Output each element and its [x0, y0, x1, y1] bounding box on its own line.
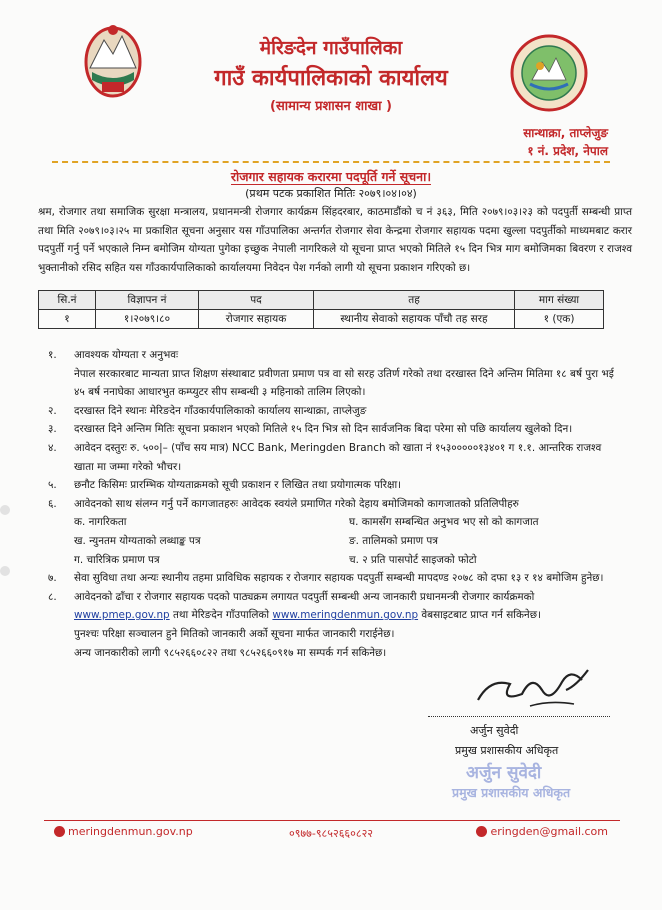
stamp-name: अर्जुन सुवेदी	[466, 763, 542, 783]
list-item: ४. आवेदन दस्तुरः रु. ५००|– (पाँच सय मात्र) NCC Bank, Meringden Branch को खाता नं १५३०००००१३४०१ ग १.१. आन्तरिक राजश्व खाता मा जम्मा गरेको भौचर।	[48, 441, 602, 473]
requirements-list	[48, 346, 624, 662]
notice-title: रोजगार सहायक करारमा पदपूर्ति गर्ने सूचना।	[230, 169, 432, 184]
vacancy-table	[38, 290, 604, 329]
punch-hole	[0, 566, 10, 576]
published-date: (प्रथम पटक प्रकाशित मितिः २०७९।०४।०४)	[245, 187, 417, 200]
table-header-row	[39, 291, 604, 310]
signatory-name: अर्जुन सुवेदी	[470, 724, 519, 737]
list-item: ५. छनौट किसिमः प्रारम्भिक योग्यताक्रमको सूची प्रकाशन र लिखित तथा प्रयोगात्मक परिक्षा।	[48, 479, 402, 492]
pmep-link[interactable]: www.pmep.gov.np	[74, 609, 170, 622]
header-divider	[52, 161, 610, 163]
cell-demand: १ (एक)	[515, 310, 604, 329]
list-item: १. आवश्यक योग्यता र अनुभवः	[48, 349, 179, 361]
footer-divider	[44, 820, 620, 821]
list-item: नेपाल सरकारबाट मान्यता प्राप्त शिक्षण संस्थाबाट प्रवीणता प्रमाण पत्र वा सो सरह उतिर्ण गरेको तथा दरखास्त दिने अन्तिम मितिमा १८ बर्ष पुरा भई ४५ बर्ष ननाघेका आधारभुत कम्प्युटर सीप सम्बन्धी ३ महिनाको तालिम लिएको।	[74, 367, 614, 399]
doc-row: क. नागरिकता घ. कामसँग सम्बन्धित अनुभव भए सो को कागजात	[74, 516, 539, 529]
municipality-name: मेरिङदेन गाउँपालिका	[259, 37, 403, 59]
section-name: (सामान्य प्रशासन शाखा )	[270, 99, 392, 114]
office-province: १ नं. प्रदेश, नेपाल	[527, 144, 608, 158]
list-item: ६. आवेदनको साथ संलग्न गर्नु पर्ने कागजातहरुः आवेदक स्वयंले प्रमाणित गरेको देहाय बमोजिमको कागजातको प्रतिलिपीहरु	[48, 497, 519, 510]
office-name: गाउँ कार्यपालिकाको कार्यालय	[214, 66, 448, 91]
stamp-title: प्रमुख प्रशासकीय अधिकृत	[452, 785, 571, 800]
cell-ad-number: १।२०७९।८०	[96, 310, 199, 329]
list-item: २. दरखास्त दिने स्थानः मेरिङदेन गाँउकार्यपालिकाको कार्यालय सान्थाक्रा, ताप्लेजुङ	[48, 404, 367, 417]
punch-hole	[0, 505, 10, 515]
notice-intro: श्रम, रोजगार तथा समाजिक सुरक्षा मन्त्रालय, प्रधानमन्त्री रोजगार कार्यक्रम सिंहदरबार, काठमाडौंको च नं ३६३, मिति २०७९।०३।२३ को पदपुर्ती सम्बन्धी प्राप्त तथा मिति २०७९।०३।२५ मा प्रकाशित सूचना अनुसार यस गाँउपालिका अन्तर्गत रोजगार सेवा केन्द्रमा रोजगार सहायक पदमा खुल्ला पदपुर्तीको माध्यमबाट करार पदपुर्ती गर्नु पर्ने भएकाले निम्न बमोजिम योग्यता पुगेका इच्छुक नेपाली नागरिकले यो सूचना प्राप्त भएको मितिले १५ दिन भित्र माग बमोजिमका बिवरण र राजश्व भुक्तानीको रसिद सहित यस गाँउकार्यपालिकाको कार्यालयमा निवेदन पेश गर्नको लागी यो सूचना प्रकाशन गरिएको छ।	[38, 206, 632, 274]
footer-phone: ०९७७-९८५२६६०८२२	[288, 827, 374, 840]
header-demand: माग संख्या	[515, 291, 604, 310]
table-row	[39, 310, 604, 329]
cell-level: स्थानीय सेवाको सहायक पाँचौ तह सरह	[314, 310, 515, 329]
header-post: पद	[199, 291, 314, 310]
footer-website[interactable]: meringdenmun.gov.np	[54, 825, 193, 838]
list-item: ८. आवेदनको ढाँचा र रोजगार सहायक पदको पाठ्यक्रम लगायत पदपुर्ती सम्बन्धी अन्य जानकारी प्रधानमन्त्री रोजगार कार्यक्रमको www.pmep.gov.np तथा मेरिङदेन गाँउपालिको www.meringdenmun.gov.np वेबसाइटबाट प्राप्त गर्न सकिनेछ। पुनश्चः परिक्षा सञ्चालन हुने मितिको जानकारी अर्को सूचना मार्फत जानकारी गराईनेछ। अन्य जानकारीको लागी ९८५२६६०८२२ तथा ९८५२६६०९१७ मा सम्पर्क गर्न सकिनेछ।	[48, 590, 541, 659]
header-ad-number: विज्ञापन नं	[96, 291, 199, 310]
doc-row: ग. चारित्रिक प्रमाण पत्र च. २ प्रति पासपोर्ट साइजको फोटो	[74, 553, 477, 566]
signatory-title: प्रमुख प्रशासकीय अधिकृत	[455, 744, 559, 757]
doc-row: ख. न्युनतम योग्यताको लब्धाङ्क पत्र ङ. तालिमको प्रमाण पत्र	[74, 534, 439, 547]
list-item: ३. दरखास्त दिने अन्तिम मितिः सूचना प्रकाशन भएको मितिले १५ दिन भित्र सो दिन सार्वजनिक बिदा परेमा सो पछि कार्यालय खुलेको दिन।	[48, 423, 573, 436]
email-icon	[476, 826, 487, 837]
signature-scribble	[470, 660, 600, 715]
signature-line	[428, 716, 610, 717]
cell-serial: १	[39, 310, 96, 329]
documents-list	[48, 513, 624, 569]
office-address: सान्थाक्रा, ताप्लेजुङ	[523, 126, 608, 140]
list-item: ७. सेवा सुविधा तथा अन्यः स्थानीय तहमा प्राविधिक सहायक र रोजगार सहायक पदपुर्ती सम्बन्धी मापदण्ड २०७८ को दफा १३ र १४ बमोजिम हुनेछ।	[48, 572, 604, 585]
cell-post: रोजगार सहायक	[199, 310, 314, 329]
footer-email[interactable]: eringden@gmail.com	[476, 825, 608, 838]
municipality-link[interactable]: www.meringdenmun.gov.np	[272, 609, 419, 622]
header-level: तह	[314, 291, 515, 310]
header-serial: सि.नं	[39, 291, 96, 310]
